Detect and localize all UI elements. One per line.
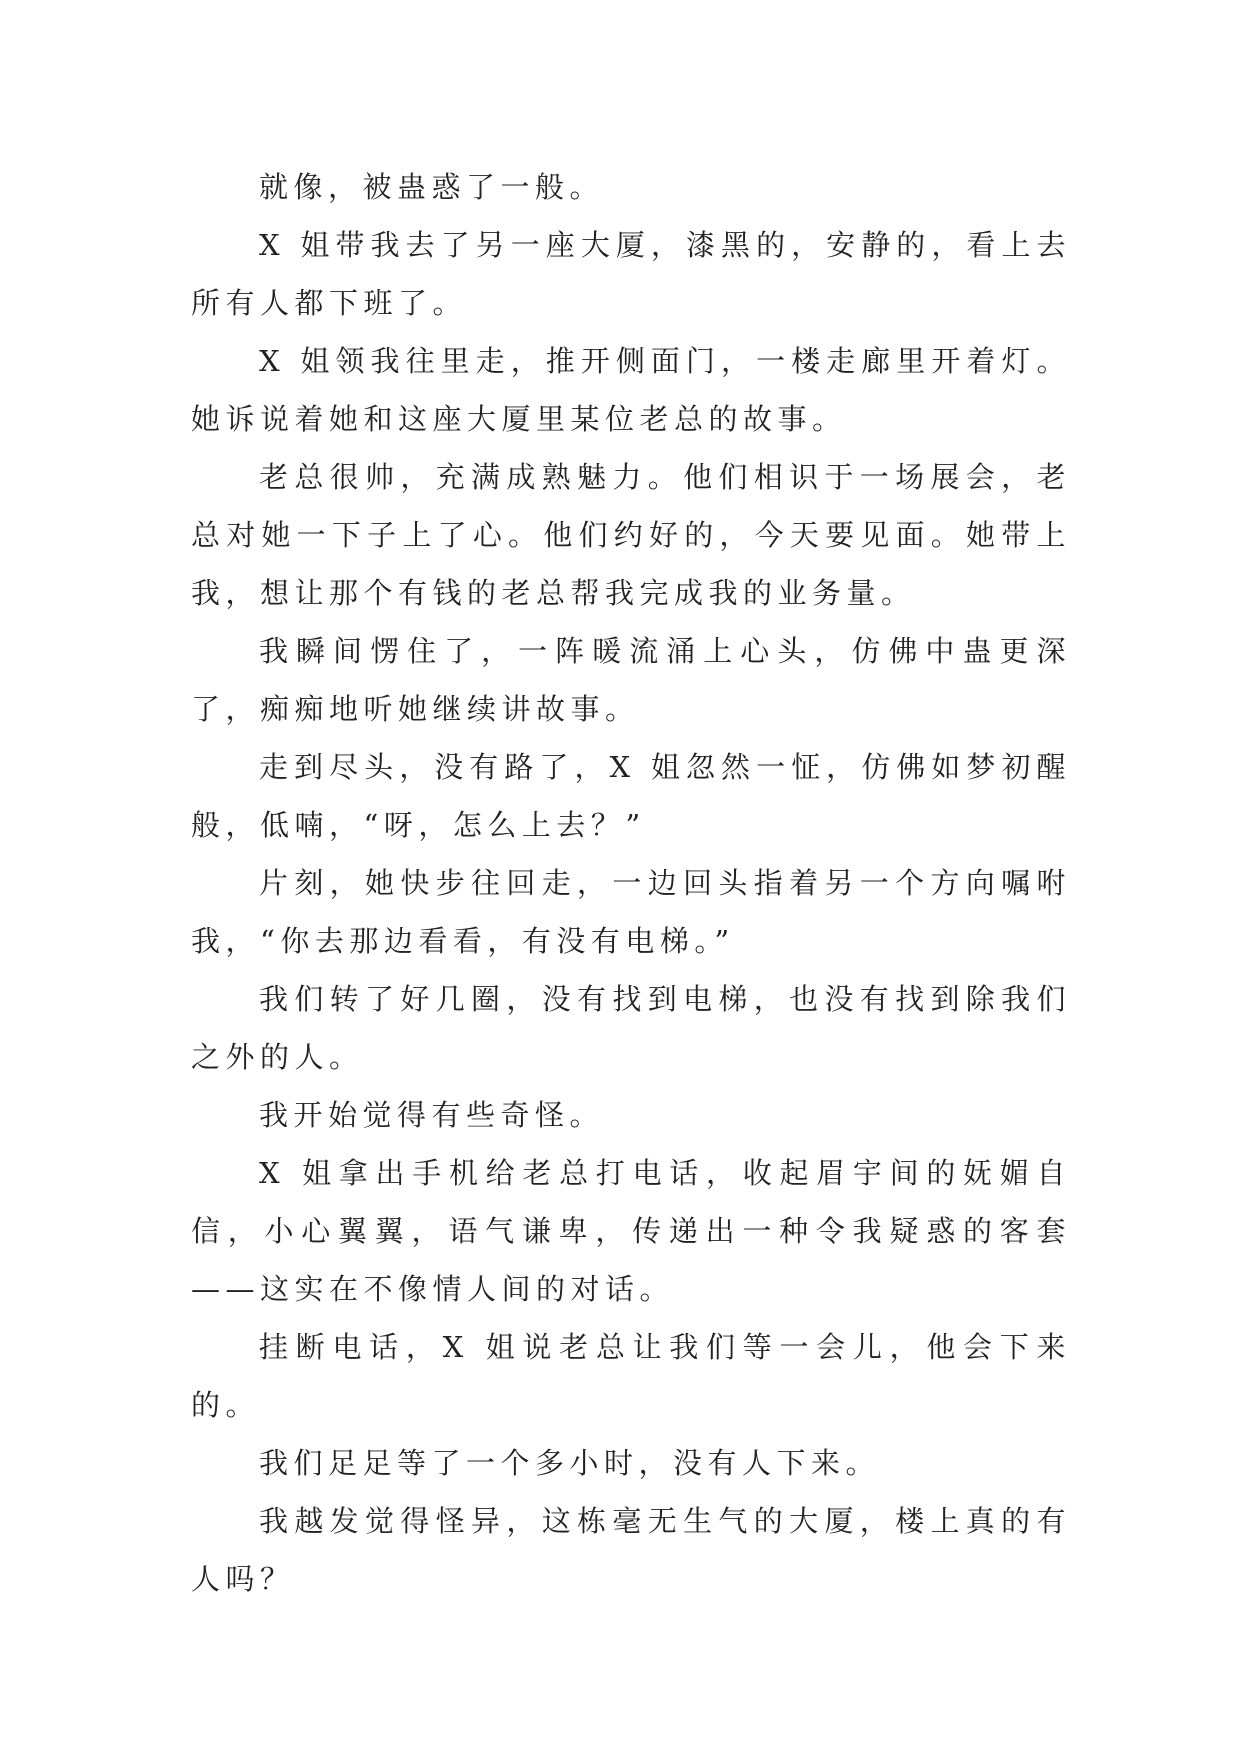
paragraph: 我瞬间愣住了，一阵暖流涌上心头，仿佛中蛊更深了，痴痴地听她继续讲故事。 (191, 634, 1071, 726)
paragraph: 就像，被蛊惑了一般。 (259, 170, 605, 204)
paragraph: X 姐带我去了另一座大厦，漆黑的，安静的，看上去所有人都下班了。 (191, 228, 1071, 320)
paragraph: 我开始觉得有些奇怪。 (259, 1098, 605, 1132)
paragraph: 老总很帅，充满成熟魅力。他们相识于一场展会，老总对她一下子上了心。他们约好的，今天要见面。她带上我，想让那个有钱的老总帮我完成我的业务量。 (191, 460, 1071, 610)
paragraph: 我越发觉得怪异，这栋毫无生气的大厦，楼上真的有人吗？ (191, 1504, 1071, 1596)
paragraph: 走到尽头，没有路了，X 姐忽然一怔，仿佛如梦初醒般，低喃，“呀，怎么上去？” (191, 750, 1071, 842)
paragraph: 我们转了好几圈，没有找到电梯，也没有找到除我们之外的人。 (191, 982, 1071, 1074)
paragraph: X 姐领我往里走，推开侧面门，一楼走廊里开着灯。她诉说着她和这座大厦里某位老总的故事。 (191, 344, 1071, 436)
paragraph: 挂断电话，X 姐说老总让我们等一会儿，他会下来的。 (191, 1330, 1071, 1422)
paragraph: 片刻，她快步往回走，一边回头指着另一个方向嘱咐我，“你去那边看看，有没有电梯。” (191, 866, 1071, 958)
document-body (191, 158, 1071, 1608)
paragraph: X 姐拿出手机给老总打电话，收起眉宇间的妩媚自信，小心翼翼，语气谦卑，传递出一种令我疑惑的客套——这实在不像情人间的对话。 (191, 1156, 1071, 1306)
paragraph: 我们足足等了一个多小时，没有人下来。 (259, 1446, 881, 1480)
